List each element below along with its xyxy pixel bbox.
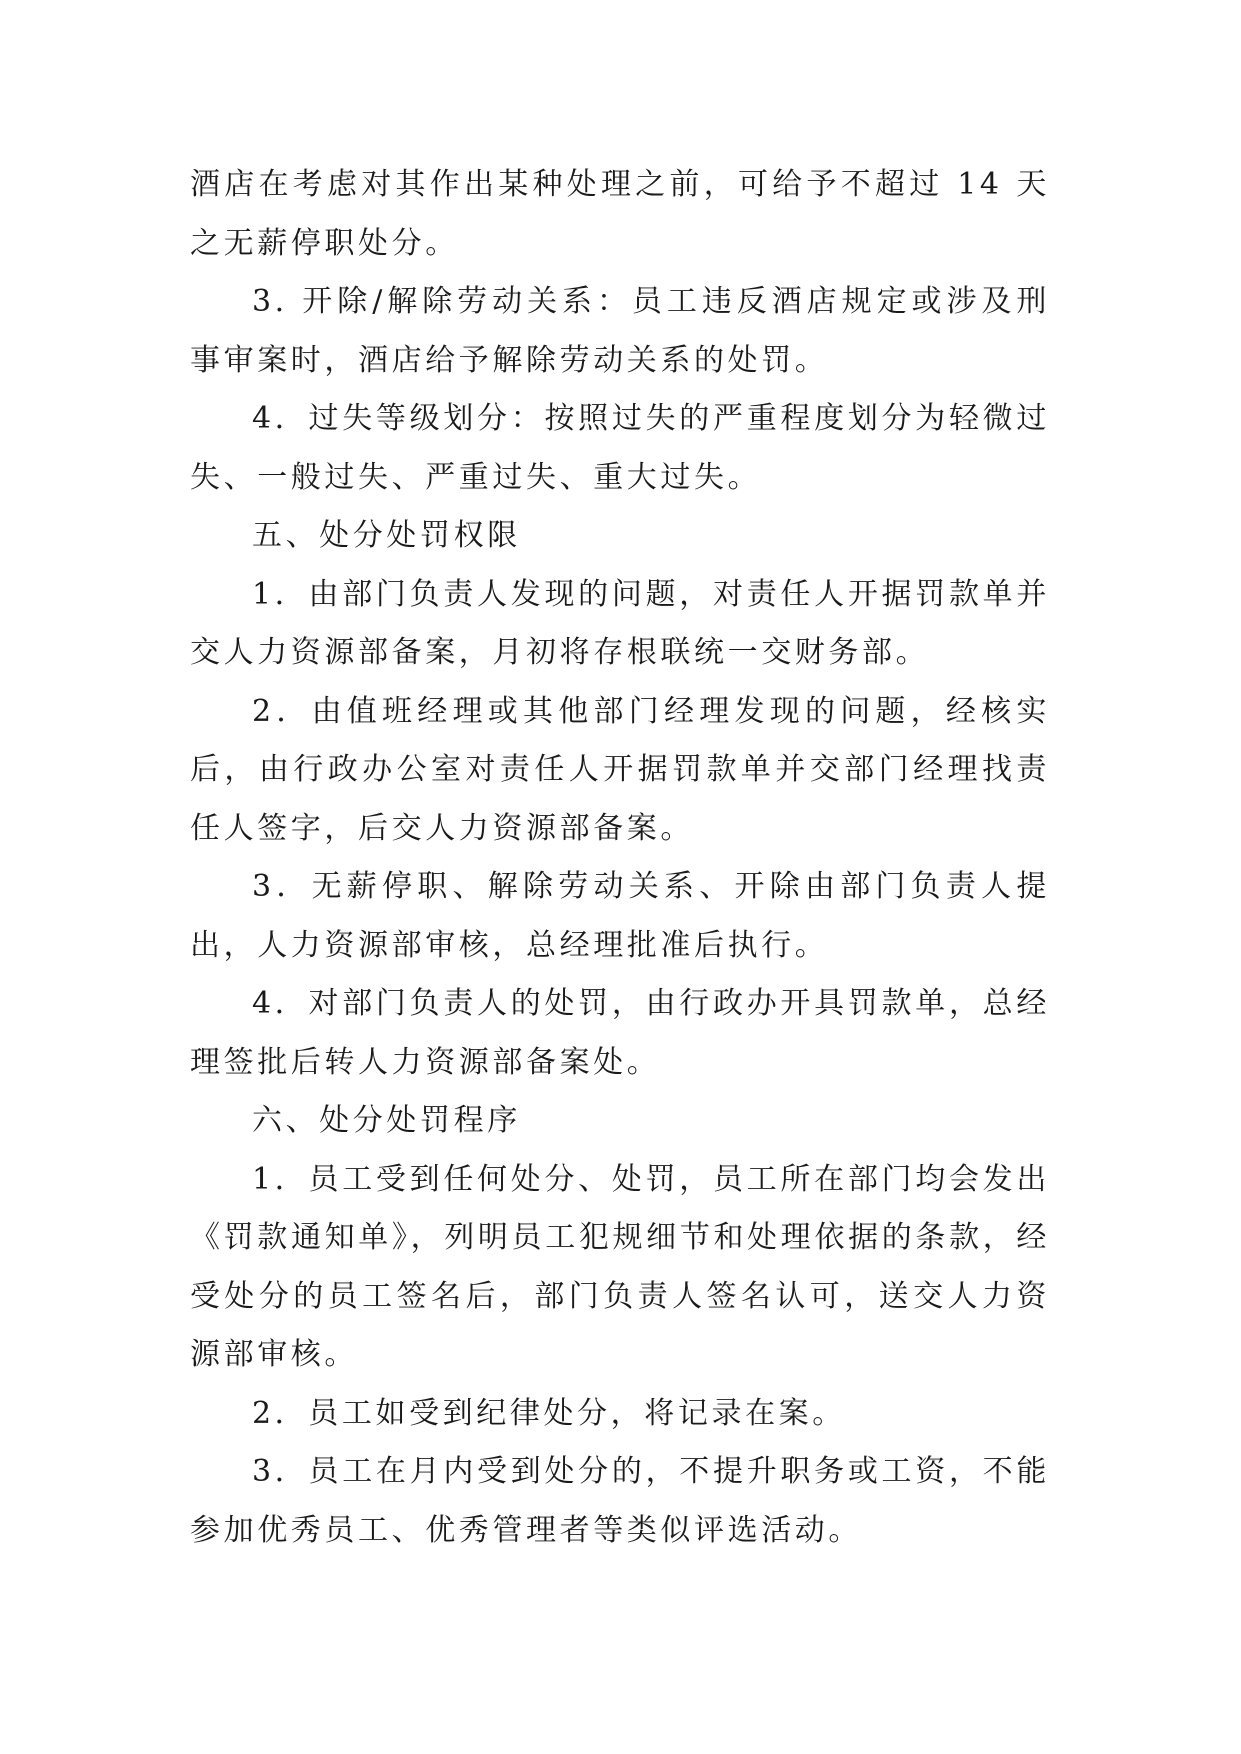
paragraph-8: 4．对部门负责人的处罚，由行政办开具罚款单，总经理签批后转人力资源部备案处。 xyxy=(190,986,1050,1080)
paragraph-11: 2．员工如受到纪律处分，将记录在案。 xyxy=(252,1395,846,1431)
paragraph-3: 4．过失等级划分：按照过失的严重程度划分为轻微过失、一般过失、严重过失、重大过失。 xyxy=(190,401,1050,495)
paragraph-7: 3．无薪停职、解除劳动关系、开除由部门负责人提出，人力资源部审核，总经理批准后执行。 xyxy=(190,869,1050,963)
section-heading-5: 五、处分处罚权限 xyxy=(252,518,521,553)
document-body xyxy=(190,156,1050,1560)
paragraph-12: 3．员工在月内受到处分的，不提升职务或工资，不能参加优秀员工、优秀管理者等类似评选活动。 xyxy=(190,1454,1050,1548)
paragraph-2: 3. 开除/解除劳动关系：员工违反酒店规定或涉及刑事审案时，酒店给予解除劳动关系的处罚。 xyxy=(190,284,1050,378)
section-heading-6: 六、处分处罚程序 xyxy=(252,1103,521,1138)
paragraph-6: 2．由值班经理或其他部门经理发现的问题，经核实后，由行政办公室对责任人开据罚款单并交部门经理找责任人签字，后交人力资源部备案。 xyxy=(190,693,1050,846)
paragraph-1: 酒店在考虑对其作出某种处理之前，可给予不超过 14 天之无薪停职处分。 xyxy=(190,167,1050,261)
paragraph-10: 1．员工受到任何处分、处罚，员工所在部门均会发出《罚款通知单》，列明员工犯规细节和处理依据的条款，经受处分的员工签名后，部门负责人签名认可，送交人力资源部审核。 xyxy=(190,1161,1050,1372)
paragraph-5: 1．由部门负责人发现的问题，对责任人开据罚款单并交人力资源部备案，月初将存根联统一交财务部。 xyxy=(190,576,1050,670)
